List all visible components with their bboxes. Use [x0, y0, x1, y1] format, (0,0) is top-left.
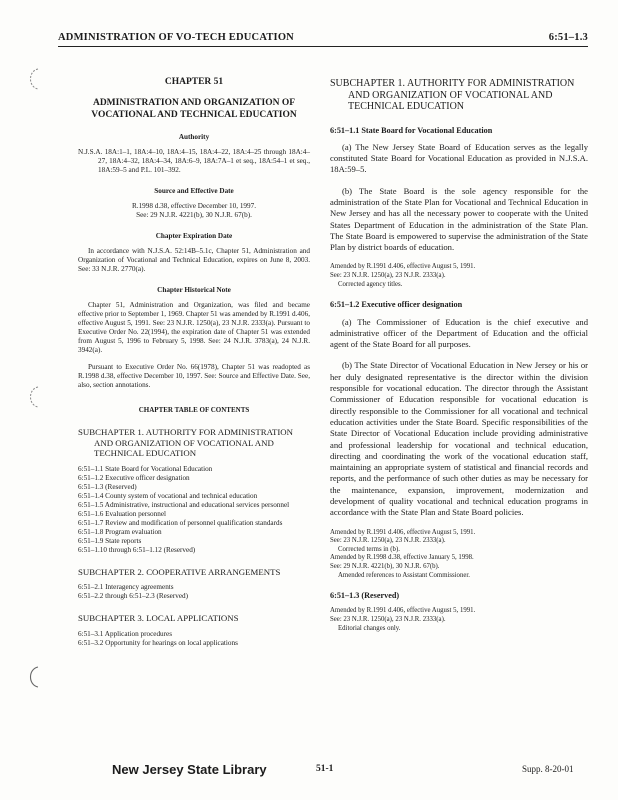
toc-item: 6:51–1.9 State reports — [78, 536, 142, 545]
toc-subchapter-heading: SUBCHAPTER 2. COOPERATIVE ARRANGEMENTS — [78, 566, 281, 577]
binder-hole-mark — [24, 384, 46, 410]
history-line: See: 23 N.J.R. 1250(a), 23 N.J.R. 2333(a). — [330, 616, 446, 624]
toc-item: 6:51–3.2 Opportunity for hearings on local applications — [78, 638, 238, 647]
page-footer — [0, 760, 618, 784]
amendment-history — [330, 529, 588, 581]
toc-item: 6:51–2.2 through 6:51–2.3 (Reserved) — [78, 592, 188, 600]
toc-item: 6:51–1.4 County system of vocational and technical education — [78, 491, 258, 500]
left-column — [78, 78, 310, 648]
section-paragraph: (a) The Commissioner of Education is the chief executive and administrative officer of the Department of Education and the official agent of the State Board for all purposes. — [330, 316, 588, 350]
toc-item: 6:51–1.2 Executive officer designation — [78, 473, 190, 482]
library-stamp: New Jersey State Library — [112, 762, 267, 777]
source-line: See: 29 N.J.R. 4221(b), 30 N.J.R. 67(b). — [136, 211, 252, 219]
expiration-heading: Chapter Expiration Date — [155, 232, 233, 240]
toc-item: 6:51–1.6 Evaluation personnel — [78, 509, 167, 518]
toc-subchapter-heading: SUBCHAPTER 1. AUTHORITY FOR ADMINISTRATION AND ORGANIZATION OF VOCATIONAL AND TECHNICAL EDUCATION — [78, 427, 293, 458]
toc-item: 6:51–1.10 through 6:51–1.12 (Reserved) — [78, 545, 196, 554]
history-line: See: 29 N.J.R. 4221(b), 30 N.J.R. 67(b). — [330, 562, 440, 570]
toc-item: 6:51–1.8 Program evaluation — [78, 527, 162, 536]
history-line: Amended by R.1998 d.38, effective January 5, 1998. — [330, 554, 474, 562]
toc-item: 6:51–1.7 Review and modification of personnel qualification standards — [78, 518, 283, 527]
history-line: Amended by R.1991 d.406, effective August 5, 1991. — [330, 528, 476, 536]
history-line: See: 23 N.J.R. 1250(a), 23 N.J.R. 2333(a). — [330, 537, 446, 545]
history-line: See: 23 N.J.R. 1250(a), 23 N.J.R. 2333(a). — [330, 272, 446, 280]
toc-item: 6:51–3.1 Application procedures — [78, 629, 173, 638]
toc-item: 6:51–1.3 (Reserved) — [78, 482, 137, 491]
page-number: 51-1 — [316, 764, 334, 774]
amendment-history — [330, 263, 588, 289]
historical-note-paragraph: Pursuant to Executive Order No. 66(1978), Chapter 51 was readopted as R.1998 d.38, effective December 10, 1997. See: Source and Effective Date. See, also, section annotations. — [78, 363, 310, 389]
source-line: R.1998 d.38, effective December 10, 1997. — [131, 202, 257, 210]
history-line: Amended references to Assistant Commissioner. — [338, 571, 470, 579]
chapter-title: ADMINISTRATION AND ORGANIZATION OF VOCATIONAL AND TECHNICAL EDUCATION — [91, 98, 297, 120]
amendment-history — [330, 607, 588, 633]
history-line: Amended by R.1991 d.406, effective August 5, 1991. — [330, 263, 476, 271]
toc-item: 6:51–1.1 State Board for Vocational Education — [78, 464, 213, 473]
history-line: Corrected terms in (b). — [338, 545, 400, 553]
section-paragraph: (a) The New Jersey State Board of Education serves as the legally constituted State Board for Vocational Education as provided in N.J.S.A. 18A:59–5. — [330, 141, 588, 175]
header-section-number: 6:51–1.3 — [548, 32, 588, 43]
toc-heading: CHAPTER TABLE OF CONTENTS — [138, 406, 250, 414]
authority-text: N.J.S.A. 18A:1–1, 18A:4–10, 18A:4–15, 18A:4–22, 18A:4–25 through 18A:4–27, 18A:4–32, 18A:4–34, 18A:6–9, 18A:7A–1 et seq., 18A:54–1 et seq., 18A:59–5 and P.L. 101–392. — [78, 148, 310, 174]
authority-heading: Authority — [178, 133, 210, 141]
toc-subchapter-heading: SUBCHAPTER 3. LOCAL APPLICATIONS — [78, 613, 239, 623]
historical-heading: Chapter Historical Note — [157, 286, 231, 294]
source-heading: Source and Effective Date — [154, 187, 234, 195]
section-paragraph: (b) The State Board is the sole agency responsible for the administration of the State Plan for Vocational and Technical Education in New Jersey and has all the necessary power to cooperate with the United States Department of Education in the administration of the State Plan. The State Board is empowered to supervise the administration of the State Plan by district boards of education. — [330, 185, 588, 253]
toc-item: 6:51–1.5 Administrative, instructional and educational services personnel — [78, 500, 290, 509]
expiration-text: In accordance with N.J.S.A. 52:14B–5.1c, Chapter 51, Administration and Organization of Vocational and Technical Education, expires on June 8, 2003. See: 33 N.J.R. 2770(a). — [78, 247, 310, 273]
history-line: Editorial changes only. — [338, 624, 401, 632]
section-heading: 6:51–1.3 (Reserved) — [330, 591, 400, 601]
binder-hole-mark — [24, 66, 46, 92]
history-line: Amended by R.1991 d.406, effective August 5, 1991. — [330, 607, 476, 615]
header-title: ADMINISTRATION OF VO-TECH EDUCATION — [58, 32, 294, 43]
right-column — [330, 78, 588, 643]
running-header — [58, 28, 588, 47]
subchapter-heading: SUBCHAPTER 1. AUTHORITY FOR ADMINISTRATION AND ORGANIZATION OF VOCATIONAL AND TECHNICAL EDUCATION — [330, 78, 575, 112]
binder-hole-mark — [24, 664, 46, 690]
chapter-number: CHAPTER 51 — [164, 77, 224, 87]
supplement-date: Supp. 8-20-01 — [522, 764, 574, 774]
section-heading: 6:51–1.2 Executive officer designation — [330, 300, 463, 310]
section-paragraph: (b) The State Director of Vocational Education in New Jersey or his or her duly designated representative is the director within the division responsible for vocational education. The director through the Assistant Commissioner of Education responsible for vocational education is directly responsible to the Commissioner for all vocational and technical education activities under the State Board. Specific responsibilities of the State Director of Vocational Education include providing administrative and professional leadership for vocational and technical education, directing and coordinating the work of the vocational education staff, maintaining an appropriate system of statistical and financial records and reports, and the performance of such other duties as may be necessary for the maintenance, expansion, improvement, modernization and development of quality vocational and technical education programs in accordance with the State Plan and State Board policies. — [330, 360, 588, 518]
toc-item: 6:51–2.1 Interagency agreements — [78, 583, 174, 591]
section-heading: 6:51–1.1 State Board for Vocational Education — [330, 125, 493, 135]
history-line: Corrected agency titles. — [338, 280, 403, 288]
historical-note-paragraph: Chapter 51, Administration and Organization, was filed and became effective prior to September 1, 1969. Chapter 51 was amended by R.1991 d.406, effective August 5, 1991. See: 23 N.J.R. 1250(a), 23 N.J.R. 2333(a). Pursuant to Executive Order No. 22(1994), the expiration date of Chapter 51 was extended from August 5, 1996 to February 5, 1998. See: 24 N.J.R. 3783(a), 24 N.J.R. 3942(a). — [78, 301, 310, 354]
